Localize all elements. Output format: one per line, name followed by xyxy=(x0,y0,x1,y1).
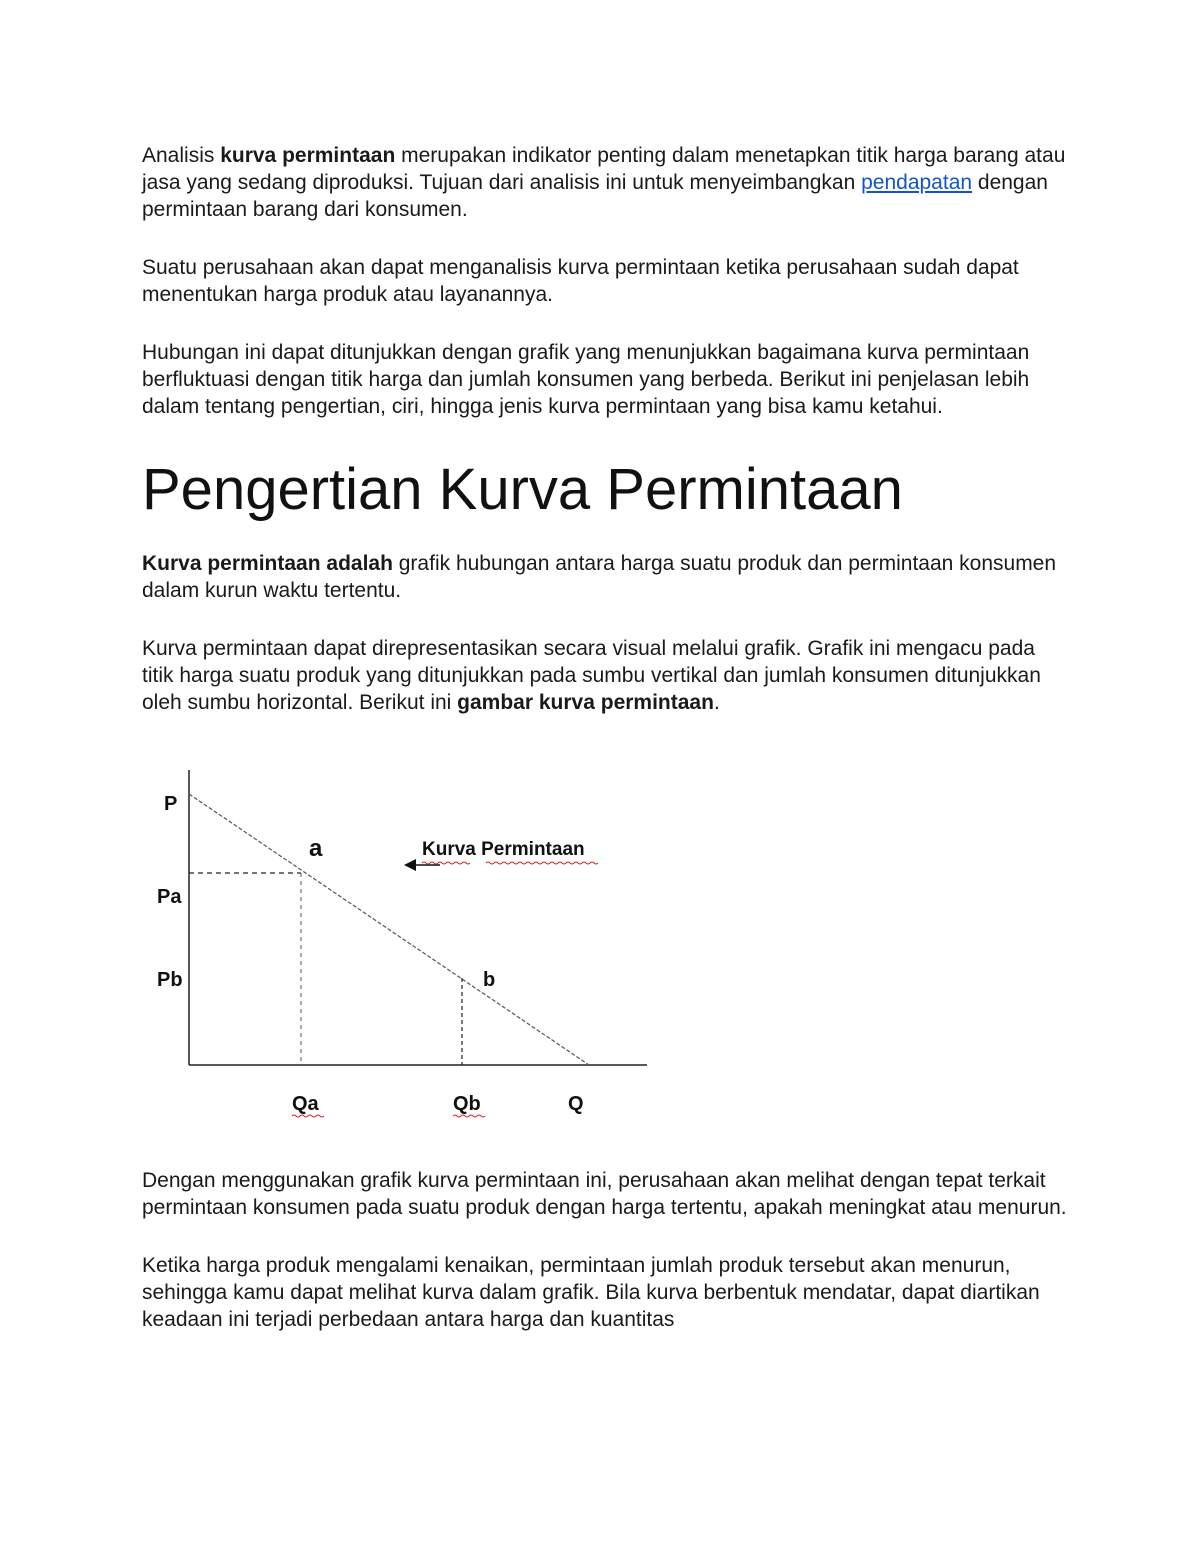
y-tick-p: P xyxy=(164,793,178,815)
x-tick-q: Q xyxy=(568,1093,584,1115)
annotation-label: Kurva Permintaan xyxy=(422,839,585,860)
definition-paragraph-1: Kurva permintaan adalah grafik hubungan antara harga suatu produk dan permintaan konsumen dalam kurun waktu tertentu. xyxy=(142,552,1057,602)
demand-curve-chart xyxy=(142,762,662,1127)
intro-paragraph-3: Hubungan ini dapat ditunjukkan dengan grafik yang menunjukkan bagaimana kurva permintaan berfluktuasi dengan titik harga dan jumlah konsumen yang berbeda. Berikut ini penjelasan lebih dalam tentang pengertian, ciri, hingga jenis kurva permintaan yang bisa kamu ketahui. xyxy=(142,341,1030,418)
intro-paragraph-1: Analisis kurva permintaan merupakan indikator penting dalam menetapkan titik harga barang atau jasa yang sedang diproduksi. Tujuan dari analisis ini untuk menyeimbangkan pendapatan dengan permintaan barang dari konsumen. xyxy=(142,144,1066,221)
spellcheck-squiggle-annotation xyxy=(422,862,470,864)
section-heading: Pengertian Kurva Permintaan xyxy=(142,457,903,522)
y-tick-pa: Pa xyxy=(157,886,182,908)
point-label-a: a xyxy=(309,835,323,862)
after-paragraph-2: Ketika harga produk mengalami kenaikan, permintaan jumlah produk tersebut akan menurun, sehingga kamu dapat melihat kurva dalam grafik. Bila kurva berbentuk mendatar, dapat diartikan keadaan ini terjadi perbedaan antara harga dan kuantitas xyxy=(142,1254,1040,1331)
bold-kurva-permintaan: kurva permintaan xyxy=(220,144,396,167)
bold-definition: Kurva permintaan adalah xyxy=(142,552,393,575)
pendapatan-link[interactable]: pendapatan xyxy=(861,171,973,194)
demand-curve-line xyxy=(189,794,589,1065)
after-paragraph-1: Dengan menggunakan grafik kurva permintaan ini, perusahaan akan melihat dengan tepat terkait permintaan konsumen pada suatu produk dengan harga tertentu, apakah meningkat atau menurun. xyxy=(142,1169,1067,1219)
spellcheck-squiggle-qb xyxy=(453,1115,485,1117)
definition-paragraph-2: Kurva permintaan dapat direpresentasikan secara visual melalui grafik. Grafik ini mengacu pada titik harga suatu produk yang ditunjukkan pada sumbu vertikal dan jumlah konsumen ditunjukkan oleh sumbu horizontal. Berikut ini gambar kurva permintaan. xyxy=(142,637,1041,714)
intro-paragraph-2: Suatu perusahaan akan dapat menganalisis kurva permintaan ketika perusahaan sudah dapat menentukan harga produk atau layanannya. xyxy=(142,256,1019,306)
spellcheck-squiggle-annotation-2 xyxy=(486,862,598,864)
annotation-arrowhead xyxy=(404,859,416,871)
spellcheck-squiggle-qa xyxy=(292,1115,324,1117)
demand-curve-figure xyxy=(142,762,662,1127)
x-tick-qa: Qa xyxy=(292,1093,319,1115)
x-tick-qb: Qb xyxy=(453,1093,481,1115)
y-tick-pb: Pb xyxy=(157,969,183,991)
bold-gambar-kurva: gambar kurva permintaan xyxy=(457,691,714,714)
document-body xyxy=(142,142,1072,1333)
point-label-b: b xyxy=(483,969,496,991)
